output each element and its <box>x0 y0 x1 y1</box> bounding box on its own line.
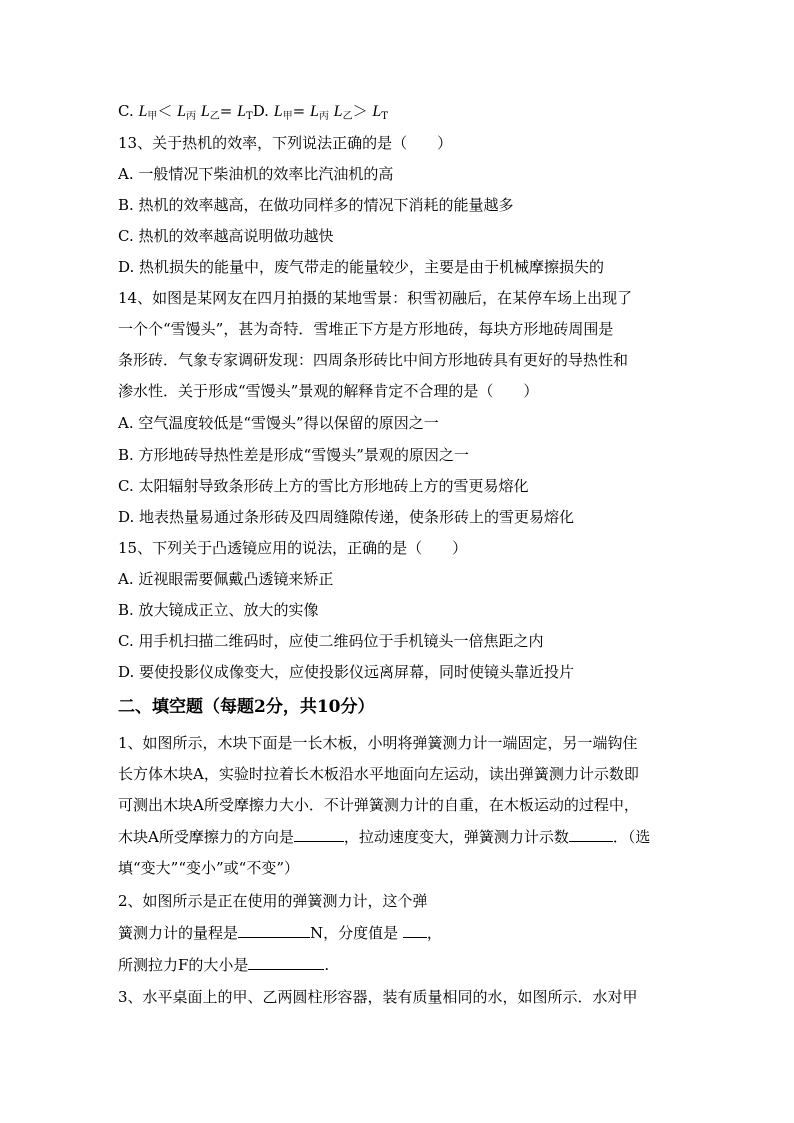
option-c-label: C. <box>118 102 139 120</box>
q14-option-b: B. 方形地砖导热性差是形成“雪馒头”景观的原因之一 <box>118 446 469 464</box>
answer-blank <box>294 827 344 842</box>
answer-blank <box>569 827 613 842</box>
answer-blank <box>248 955 324 970</box>
fill2-text-a: 簧测力计的量程是 <box>118 924 239 942</box>
operator: ＞ <box>352 102 373 120</box>
symbol-l: L <box>138 103 148 120</box>
fill1-line-3: 可测出木块A所受摩擦力大小．不计弹簧测力计的自重，在木板运动的过程中， <box>118 796 639 814</box>
q15-stem: 15、下列关于凸透镜应用的说法，正确的是（ ） <box>118 539 468 557</box>
subscript: 甲 <box>282 111 293 122</box>
fill1-text-b: ，拉动速度变大，弹簧测力计示数 <box>343 828 569 846</box>
fill1-text-c: ．（选 <box>612 828 651 846</box>
subscript: T <box>381 111 388 122</box>
fill2-text-a: 所测拉力F的大小是 <box>118 956 249 974</box>
fill1-line-2: 长方体木块A，实验时拉着长木板沿水平地面向左运动，读出弹簧测力计示数即 <box>118 765 639 783</box>
fill1-line-4 <box>118 827 678 847</box>
subscript: 甲 <box>147 111 158 122</box>
subscript: 乙 <box>342 111 353 122</box>
q15-option-d: D. 要使投影仪成像变大，应使投影仪远离屏幕，同时使镜头靠近投片 <box>118 663 575 681</box>
subscript: 丙 <box>318 111 329 122</box>
fill2-line-3 <box>118 955 678 975</box>
q13-stem: 13、关于热机的效率，下列说法正确的是（ ） <box>118 134 453 152</box>
q14-option-d: D. 地表热量易通过条形砖及四周缝隙传递，使条形砖上的雪更易熔化 <box>118 508 575 526</box>
fill2-text-c: ， <box>426 924 442 942</box>
q13-option-d: D. 热机损失的能量中，废气带走的能量较少，主要是由于机械摩擦损失的 <box>118 258 605 276</box>
symbol-l: L <box>273 103 283 120</box>
q12-options-cd <box>118 101 678 127</box>
operator: = <box>292 102 310 120</box>
fill1-text-a: 木块A所受摩擦力的方向是 <box>118 828 294 846</box>
operator: = <box>219 102 238 120</box>
fill1-line-5: 填“变大”“变小”或“不变”） <box>118 859 300 877</box>
subscript: 乙 <box>209 111 220 122</box>
symbol-l: L <box>177 103 187 120</box>
q13-option-b: B. 热机的效率越高，在做功同样多的情况下消耗的能量越多 <box>118 196 514 214</box>
fill3-line-1: 3、水平桌面上的甲、乙两圆柱形容器，装有质量相同的水，如图所示．水对甲 <box>118 988 638 1006</box>
fill2-line-1: 2、如图所示是正在使用的弹簧测力计，这个弹 <box>118 892 428 910</box>
symbol-l: L <box>372 103 382 120</box>
symbol-l: L <box>333 103 343 120</box>
symbol-l: L <box>237 103 247 120</box>
subscript: 丙 <box>186 111 197 122</box>
q14-option-c: C. 太阳辐射导致条形砖上方的雪比方形地砖上方的雪更易熔化 <box>118 477 529 495</box>
option-d-label: D. <box>252 102 274 120</box>
q14-stem-line-4: 渗水性．关于形成“雪馒头”景观的解释肯定不合理的是（ ） <box>118 382 539 400</box>
q14-option-a: A. 空气温度较低是“雪馒头”得以保留的原因之一 <box>118 414 439 432</box>
q15-option-a: A. 近视眼需要佩戴凸透镜来矫正 <box>118 570 334 588</box>
section-heading-fill-in: 二、填空题（每题2分，共10分） <box>118 697 375 717</box>
fill2-text-b: . <box>324 956 330 974</box>
q14-stem-line-1: 14、如图是某网友在四月拍摄的某地雪景：积雪初融后，在某停车场上出现了 <box>118 289 633 307</box>
fill2-text-b: N，分度值是 <box>310 924 403 942</box>
symbol-l: L <box>200 103 210 120</box>
q15-option-c: C. 用手机扫描二维码时，应使二维码位于手机镜头一倍焦距之内 <box>118 632 544 650</box>
answer-blank <box>238 923 310 938</box>
fill1-line-1: 1、如图所示，木块下面是一长木板，小明将弹簧测力计一端固定，另一端钩住 <box>118 734 638 752</box>
q13-option-c: C. 热机的效率越高说明做功越快 <box>118 227 334 245</box>
q14-stem-line-3: 条形砖．气象专家调研发现：四周条形砖比中间方形地砖具有更好的导热性和 <box>118 351 629 369</box>
q14-stem-line-2: 一个个“雪馒头”，甚为奇特．雪堆正下方是方形地砖，每块方形地砖周围是 <box>118 320 614 338</box>
fill2-line-2 <box>118 923 678 943</box>
subscript: T <box>246 111 253 122</box>
q15-option-b: B. 放大镜成正立、放大的实像 <box>118 601 319 619</box>
symbol-l: L <box>309 103 319 120</box>
answer-blank <box>403 923 427 938</box>
operator: ＜ <box>157 102 178 120</box>
q13-option-a: A. 一般情况下柴油机的效率比汽油机的高 <box>118 165 394 183</box>
